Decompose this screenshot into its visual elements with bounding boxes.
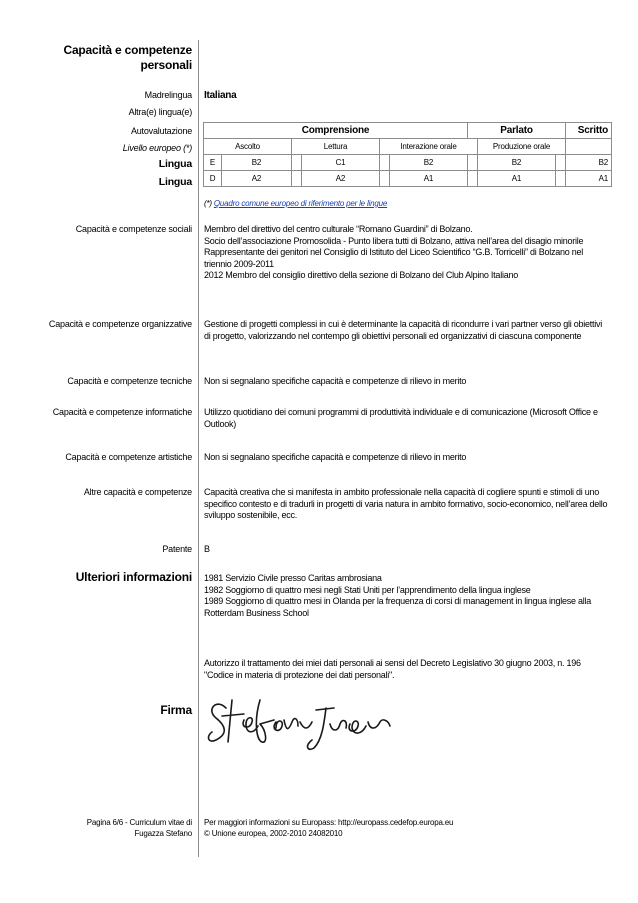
- section-title: [63, 43, 192, 73]
- social-skills-label: Capacità e competenze sociali: [75, 224, 192, 234]
- footer-copyright: © Unione europea, 2002-2010 24082010: [204, 829, 343, 838]
- signature-label: Firma: [160, 703, 192, 717]
- license-value: B: [204, 544, 210, 554]
- spacer-cell: [292, 171, 302, 187]
- spacer-cell: [556, 171, 566, 187]
- social-line: 2012 Membro del consiglio direttivo della sezione di Bolzano del Club Alpino Italiano: [204, 270, 518, 281]
- lang-scritto: A1: [566, 171, 612, 187]
- technical-skills-text: Non si segnalano specifiche capacità e competenze di rilievo in merito: [204, 376, 467, 386]
- other-skills-text: Capacità creativa che si manifesta in ambito professionale nella capacità di cogliere spunti e stimoli di uno specifico contesto e di tradurli in progetti di varia natura in ambito formativo, socio-economico, nell’area dello sviluppo sostenibile, ecc.: [204, 487, 608, 521]
- lang-interazione: A1: [390, 171, 468, 187]
- privacy-consent-text: Autorizzo il trattamento dei miei dati personali ai sensi del Decreto Legislativo 30 giugno 2003, n. 196 "Codice in materia di protezione dei dati personali".: [204, 658, 581, 680]
- spacer-cell: [292, 155, 302, 171]
- spacer-cell: [556, 155, 566, 171]
- table-header-row: [204, 123, 612, 139]
- lang-code: D: [204, 171, 222, 187]
- technical-skills-label: Capacità e competenze tecniche: [67, 376, 192, 386]
- subheader-ascolto: Ascolto: [204, 139, 292, 155]
- spacer-cell: [380, 155, 390, 171]
- language-table: [203, 122, 612, 187]
- spacer-cell: [468, 171, 478, 187]
- organizational-skills-label: Capacità e competenze organizzative: [48, 319, 192, 329]
- mother-tongue-value: Italiana: [204, 90, 237, 101]
- lang-produzione: B2: [478, 155, 556, 171]
- header-parlato: Parlato: [468, 123, 566, 139]
- social-line: Rappresentante dei genitori nel Consiglio di Istituto del Liceo Scientifico “G.B. Torricelli” di Bolzano nel triennio 2009-2011: [204, 247, 584, 269]
- language-row-label-1: Lingua: [158, 158, 192, 170]
- section-title-line1: Capacità e competenze: [63, 43, 192, 57]
- lang-ascolto: A2: [222, 171, 292, 187]
- lang-lettura: A2: [302, 171, 380, 187]
- artistic-skills-text: Non si segnalano specifiche capacità e competenze di rilievo in merito: [204, 452, 467, 462]
- subheader-interazione: Interazione orale: [380, 139, 478, 155]
- section-title-line2: personali: [140, 58, 192, 72]
- footer-author: Fugazza Stefano: [134, 829, 192, 838]
- footer-europass-info: Per maggiori informazioni su Europass: http://europass.cedefop.europa.eu: [204, 818, 454, 827]
- other-languages-label: Altra(e) lingua(e): [128, 107, 192, 117]
- social-skills-text: [204, 224, 610, 282]
- language-row-label-2: Lingua: [158, 176, 192, 188]
- other-skills-label: Altre capacità e competenze: [83, 487, 192, 497]
- additional-line: 1981 Servizio Civile presso Caritas ambrosiana: [204, 573, 382, 583]
- cefr-reference: [204, 199, 387, 208]
- header-comprensione: Comprensione: [204, 123, 468, 139]
- spacer-cell: [380, 171, 390, 187]
- footer-right: [204, 817, 453, 839]
- footer-left: [87, 817, 192, 839]
- signature-image: [204, 690, 394, 752]
- additional-info-text: [204, 573, 610, 619]
- lang-code: E: [204, 155, 222, 171]
- social-line: Socio dell’associazione Promosolida - Punto libera tutti di Bolzano, attiva nell’area del disagio minorile: [204, 235, 584, 246]
- european-level-label: Livello europeo (*): [122, 143, 192, 153]
- lang-produzione: A1: [478, 171, 556, 187]
- lang-scritto: B2: [566, 155, 612, 171]
- social-line: Membro del direttivo del centro culturale “Romano Guardini” di Bolzano.: [204, 224, 473, 234]
- organizational-skills-text: Gestione di progetti complessi in cui è determinante la capacità di ricondurre i vari partner verso gli obiettivi di progetto, valorizzando nel contempo gli obiettivi personali ed organizzativi di ciascuna componente: [204, 319, 602, 341]
- computer-skills-label: Capacità e competenze informatiche: [52, 407, 192, 417]
- additional-line: 1989 Soggiorno di quattro mesi in Olanda per la frequenza di corsi di management in lingua inglese alla Rotterdam Business School: [204, 596, 592, 618]
- table-subheader-row: [204, 139, 612, 155]
- additional-line: 1982 Soggiorno di quattro mesi negli Stati Uniti per l’apprendimento della lingua inglese: [204, 584, 531, 595]
- additional-info-label: Ulteriori informazioni: [75, 570, 192, 584]
- table-row: [204, 171, 612, 187]
- lang-interazione: B2: [390, 155, 468, 171]
- header-scritto: Scritto: [566, 123, 612, 139]
- spacer-cell: [468, 155, 478, 171]
- lang-ascolto: B2: [222, 155, 292, 171]
- subheader-lettura: Lettura: [292, 139, 380, 155]
- self-assessment-label: Autovalutazione: [130, 126, 192, 136]
- footer-page-info: Pagina 6/6 - Curriculum vitae di: [86, 818, 192, 827]
- subheader-scritto-empty: [566, 139, 612, 155]
- cefr-link[interactable]: Quadro comune europeo di riferimento per le lingue: [213, 199, 388, 208]
- reference-prefix: (*): [204, 199, 214, 208]
- table-row: [204, 155, 612, 171]
- artistic-skills-label: Capacità e competenze artistiche: [65, 452, 192, 462]
- computer-skills-text: Utilizzo quotidiano dei comuni programmi di produttività individuale e di comunicazione (Microsoft Office e Outlook): [204, 407, 598, 429]
- license-label: Patente: [162, 544, 192, 554]
- mother-tongue-label: Madrelingua: [144, 90, 192, 100]
- subheader-produzione: Produzione orale: [478, 139, 566, 155]
- lang-lettura: C1: [302, 155, 380, 171]
- column-divider: [198, 40, 199, 857]
